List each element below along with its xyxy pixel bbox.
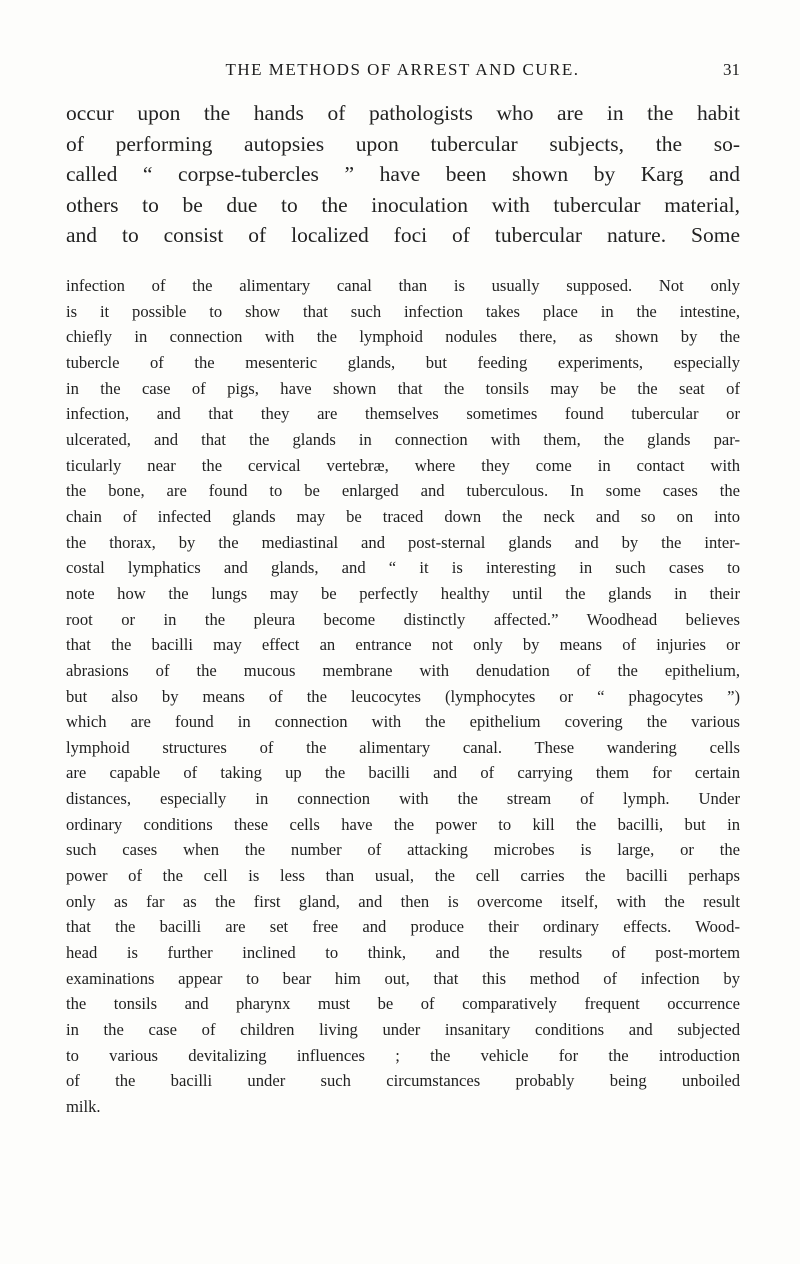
text-line: milk.: [66, 1097, 101, 1116]
text-line: chain of infected glands may be traced down the neck and so on into: [66, 506, 740, 526]
text-line: ticularly near the cervical vertebræ, where they come in contact with: [66, 455, 740, 475]
text-line: infection, and that they are themselves sometimes found tubercular or: [66, 404, 740, 424]
text-line: of the bacilli under such circumstances probably being unboiled: [66, 1071, 740, 1091]
body-paragraph-large: [66, 98, 740, 251]
text-line: that the bacilli may effect an entrance not only by means of injuries or: [66, 635, 740, 655]
text-line: lymphoid structures of the alimentary canal. These wandering cells: [66, 737, 740, 757]
text-line: chiefly in connection with the lymphoid nodules there, as shown by the: [66, 327, 740, 347]
text-line: ordinary conditions these cells have the power to kill the bacilli, but in: [66, 814, 740, 834]
text-line: infection of the alimentary canal than is usually supposed. Not only: [66, 276, 740, 295]
text-line: note how the lungs may be perfectly healthy until the glands in their: [66, 583, 740, 603]
text-line: examinations appear to bear him out, that this method of infection by: [66, 968, 740, 988]
text-line: the bone, are found to be enlarged and tuberculous. In some cases the: [66, 481, 740, 501]
text-line: but also by means of the leucocytes (lymphocytes or “ phagocytes ”): [66, 686, 740, 706]
text-line: in the case of pigs, have shown that the tonsils may be the seat of: [66, 378, 740, 398]
page-number: 31: [723, 60, 740, 79]
text-line: distances, especially in connection with the stream of lymph. Under: [66, 789, 740, 809]
text-line: others to be due to the inoculation with tubercular material,: [66, 192, 740, 217]
text-line: that the bacilli are set free and produce their ordinary effects. Wood-: [66, 917, 740, 937]
body-paragraph-small: [66, 273, 740, 1120]
running-title: THE METHODS OF ARREST AND CURE.: [225, 60, 580, 79]
text-line: tubercle of the mesenteric glands, but feeding experiments, especially: [66, 352, 740, 372]
text-line: of performing autopsies upon tubercular subjects, the so-: [66, 131, 740, 156]
text-line: root or in the pleura become distinctly affected.” Woodhead believes: [66, 609, 740, 629]
text-line: power of the cell is less than usual, the cell carries the bacilli perhaps: [66, 866, 740, 886]
text-line: ulcerated, and that the glands in connection with them, the glands par-: [66, 429, 740, 449]
text-line: to various devitalizing influences ; the vehicle for the introduction: [66, 1045, 740, 1065]
text-line: only as far as the first gland, and then is overcome itself, with the result: [66, 891, 740, 911]
text-line: which are found in connection with the epithelium covering the various: [66, 712, 740, 732]
text-line: costal lymphatics and glands, and “ it is interesting in such cases to: [66, 558, 740, 578]
text-line: are capable of taking up the bacilli and of carrying them for certain: [66, 763, 740, 783]
text-line: in the case of children living under insanitary conditions and subjected: [66, 1020, 740, 1040]
text-line: head is further inclined to think, and the results of post-mortem: [66, 943, 740, 963]
text-line: and to consist of localized foci of tubercular nature. Some: [66, 223, 740, 247]
text-line: abrasions of the mucous membrane with denudation of the epithelium,: [66, 660, 740, 680]
text-line: such cases when the number of attacking microbes is large, or the: [66, 840, 740, 860]
text-line: the thorax, by the mediastinal and post-sternal glands and by the inter-: [66, 532, 740, 552]
text-line: the tonsils and pharynx must be of comparatively frequent occurrence: [66, 994, 740, 1014]
text-line: occur upon the hands of pathologists who are in the habit: [66, 101, 740, 125]
running-header: [65, 60, 740, 86]
text-line: is it possible to show that such infection takes place in the intestine,: [66, 301, 740, 321]
text-line: called “ corpse-tubercles ” have been shown by Karg and: [66, 162, 740, 186]
